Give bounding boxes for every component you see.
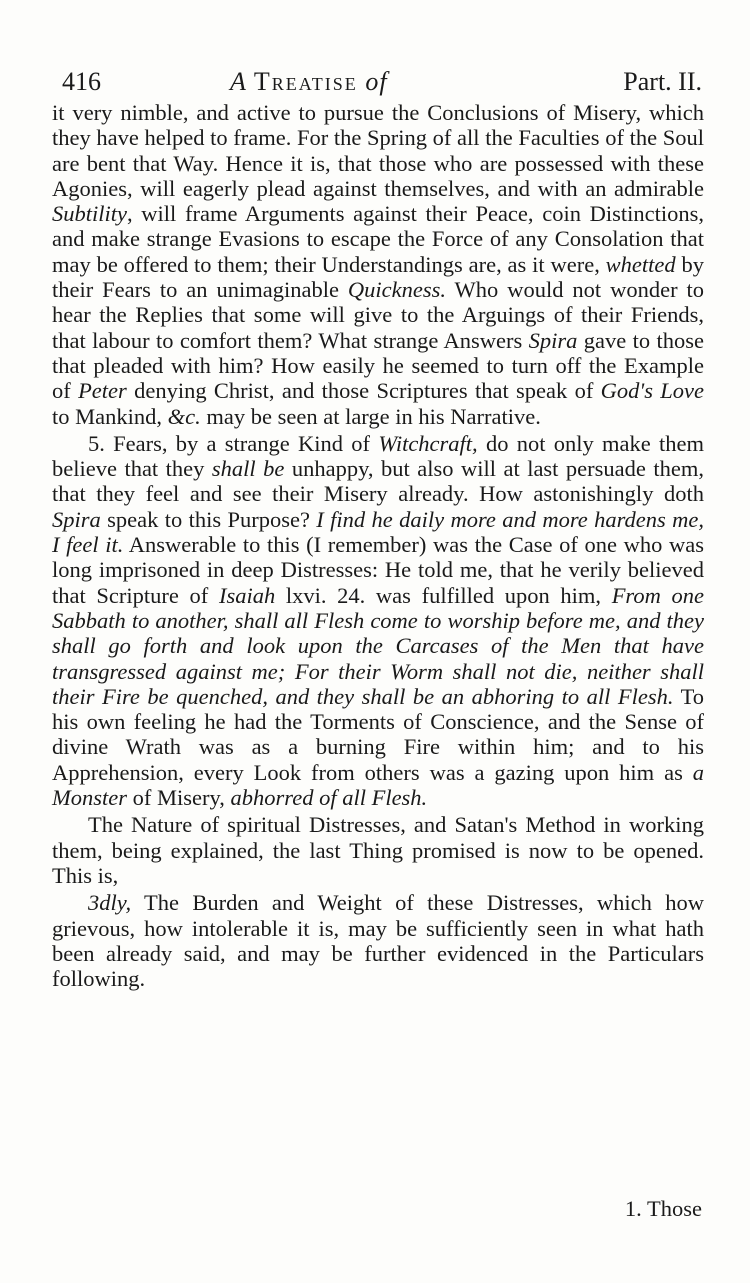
paragraph-continuation: it very nimble, and active to pursue the Conclusions of Misery, which they have helped to frame. For the Spring of all the Faculties of the Soul are bent that Way. Hence it is, that those who are possessed with these Agonies, will eagerly plead against themselves, and with an admirable Subtility, will frame Arguments against their Peace, coin Distinctions, and make strange Evasions to escape the Force of any Consolation that may be offered to them; their Understandings are, as it were, whetted by their Fears to an unimaginable Quickness. Who would not wonder to hear the Replies that some will give to the Arguings of their Friends, that labour to comfort them? What strange Answers Spira gave to those that pleaded with him? How easily he seemed to turn off the Example of Peter denying Christ, and those Scriptures that speak of God's Love to Mankind, &c. may be seen at large in his Narrative. [52,100,705,429]
title-article: A [230,67,254,96]
part-label: Part. II. [623,67,702,96]
running-title [230,62,388,102]
paragraph-burden: 3dly, The Burden and Weight of these Distresses, which how grievous, how intolerable it is, may be sufficiently seen in what hath been already said, and may be further evidenced in the Particulars following. [52,890,704,992]
body-text [52,100,704,991]
paragraph-nature: The Nature of spiritual Distresses, and Satan's Method in working them, being explained, the last Thing promised is now to be opened. This is, [52,812,704,888]
paragraph-fears: 5. Fears, by a strange Kind of Witchcraft, do not only make them believe that they shall be unhappy, but also will at last persuade them, that they feel and see their Misery already. How astonishingly doth Spira speak to this Purpose? I find he daily more and more hardens me, I feel it. Answerable to this (I remember) was the Case of one who was long imprisoned in deep Distresses: He told me, that he verily believed that Scripture of Isaiah lxvi. 24. was fulfilled upon him, From one Sabbath to another, shall all Flesh come to worship before me, and they shall go forth and look upon the Carcases of the Men that have transgressed against me; For their Worm shall not die, neither shall their Fire be quenched, and they shall be an abhoring to all Flesh. To his own feeling he had the Torments of Conscience, and the Sense of divine Wrath was as a burning Fire within him; and to his Apprehension, every Look from others was a gazing upon him as a Monster of Misery, abhorred of all Flesh. [52,430,704,811]
catchword: 1. Those [624,1196,702,1221]
running-header [62,62,702,102]
page-number: 416 [62,67,101,96]
title-of: of [357,67,388,96]
title-word: Treatise [253,67,358,96]
